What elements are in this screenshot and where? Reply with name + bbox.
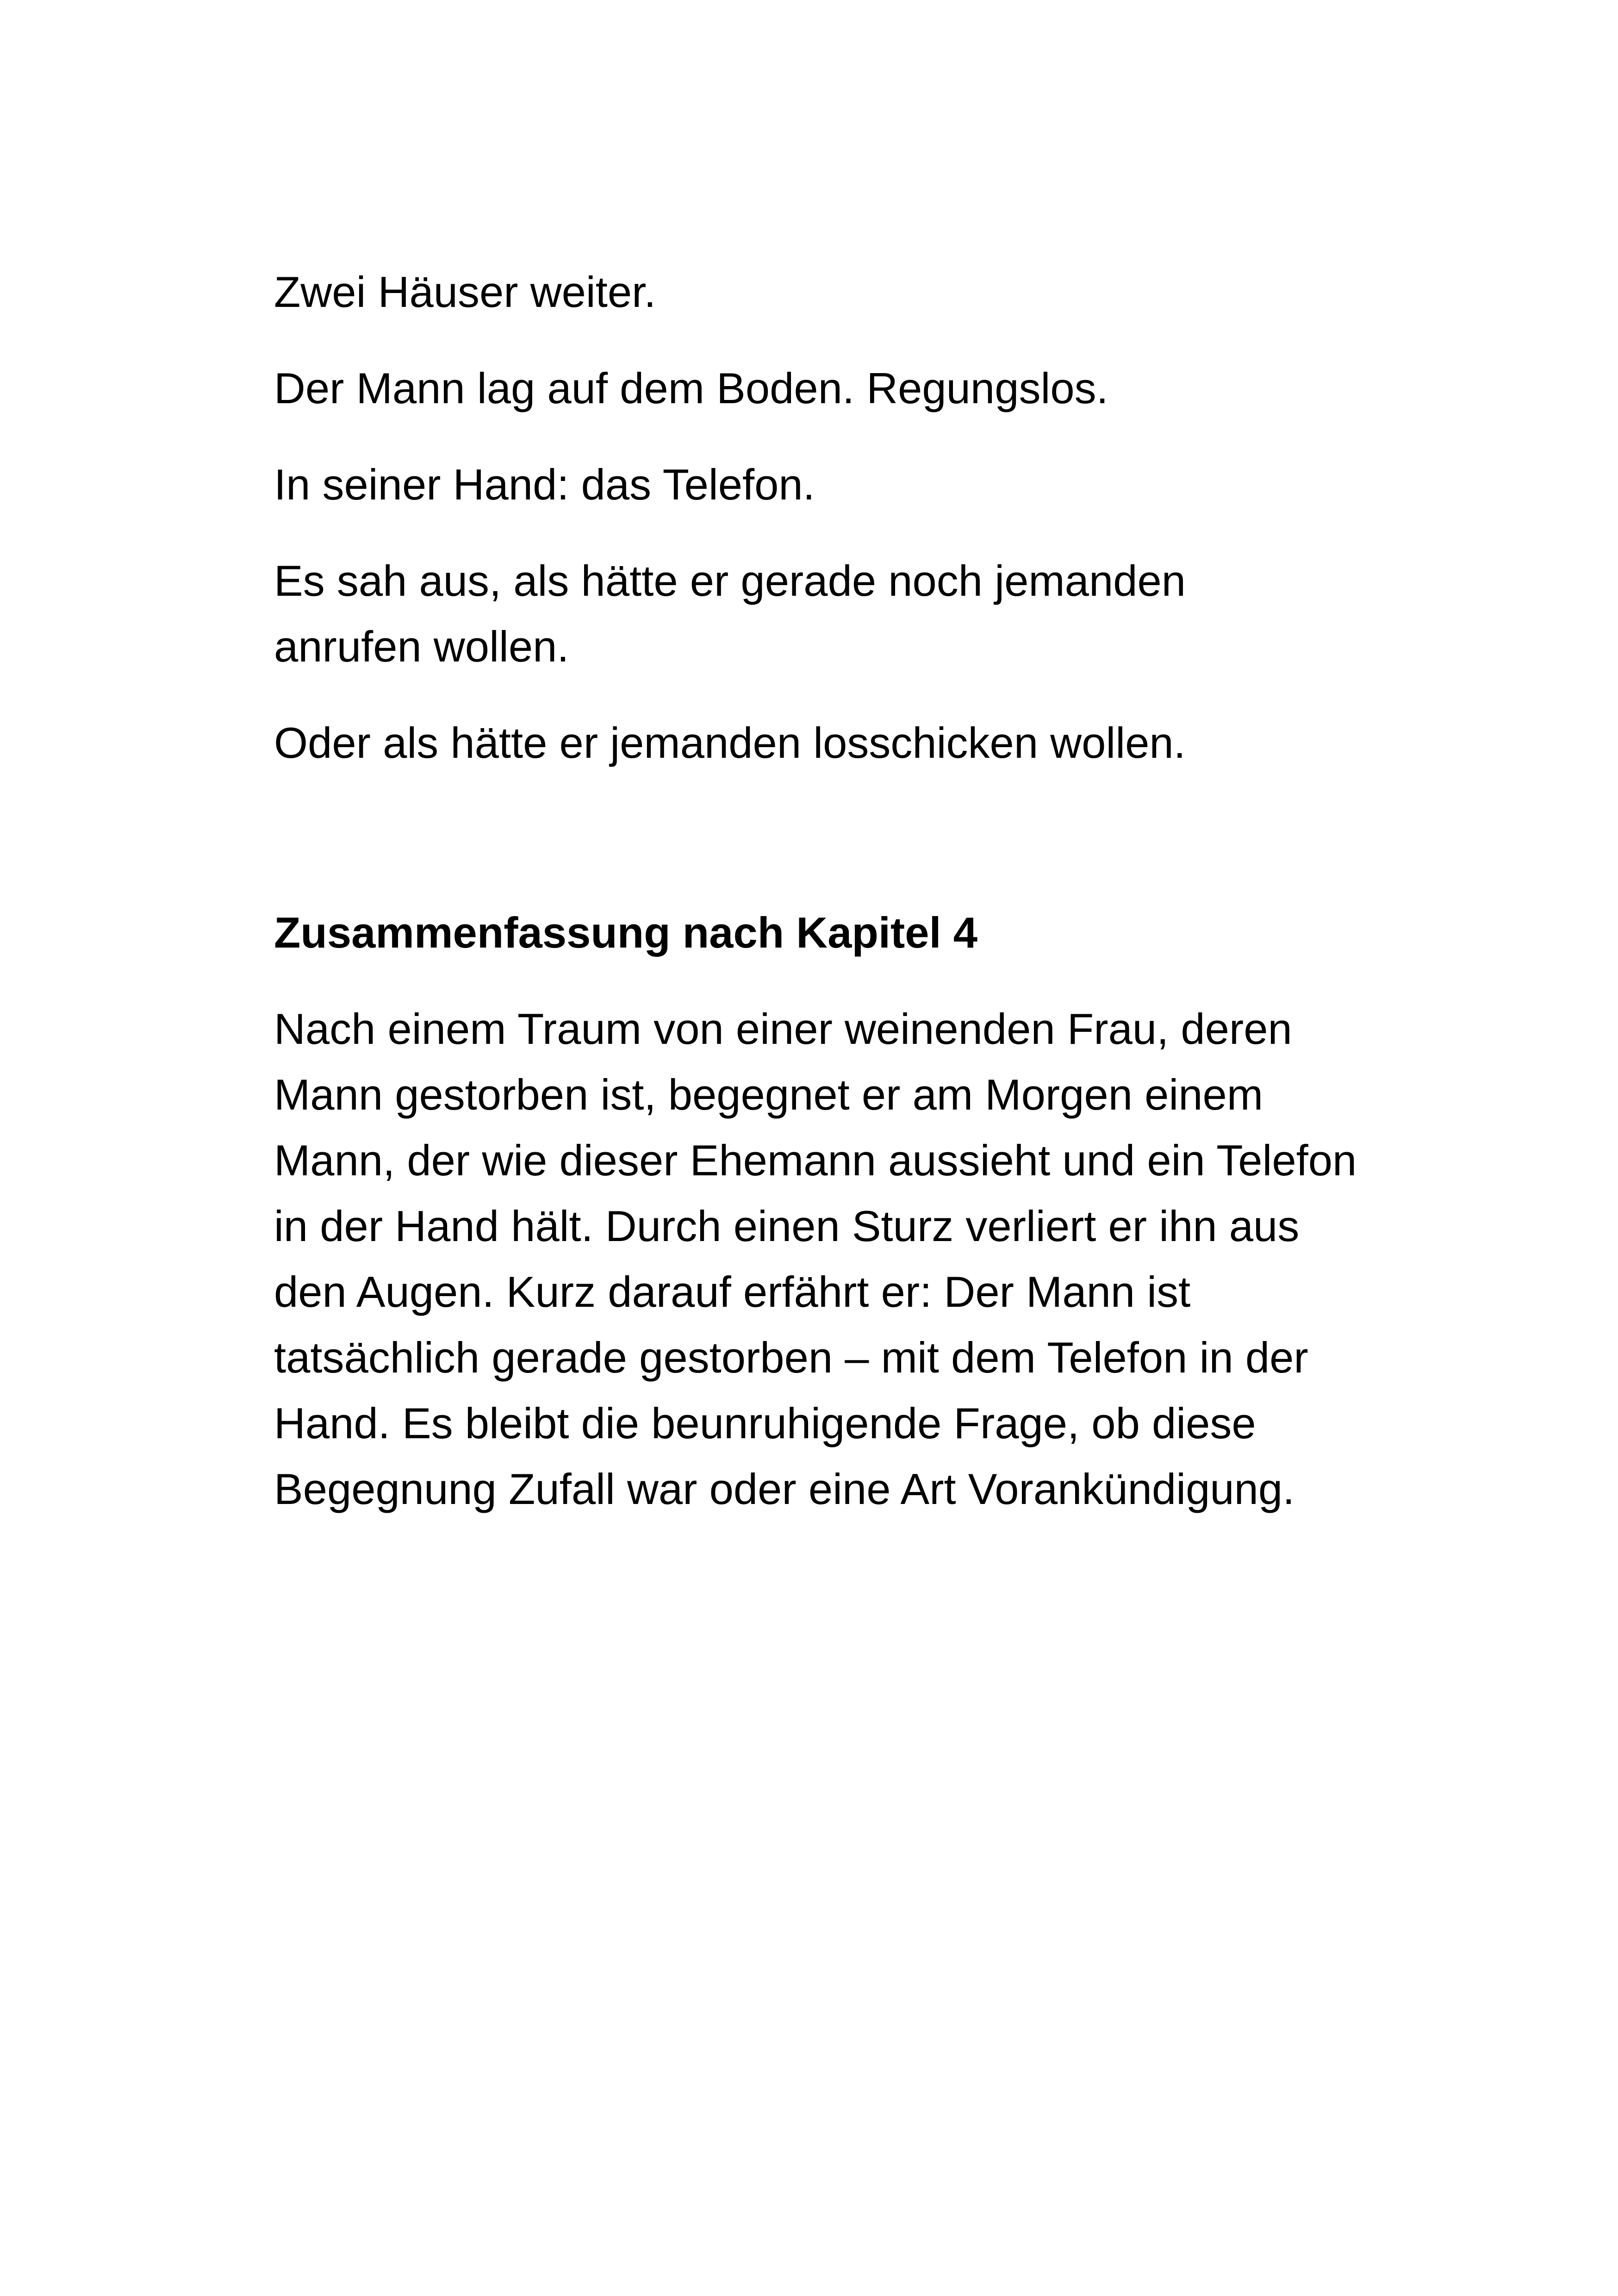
story-paragraph: Der Mann lag auf dem Boden. Regungslos. — [274, 364, 1108, 412]
story-paragraph: Es sah aus, als hätte er gerade noch jemanden anrufen wollen. — [274, 556, 1186, 671]
summary-heading: Zusammenfassung nach Kapitel 4 — [274, 908, 978, 957]
summary-text: Nach einem Traum von einer weinenden Frau, deren Mann gestorben ist, begegnet er am Morgen einem Mann, der wie dieser Ehemann aussieht und ein Telefon in der Hand hält. Durch einen Sturz verliert er ihn aus den Augen. Kurz darauf erfährt er: Der Mann ist tatsächlich gerade gestorben – mit dem Telefon in der Hand. Es bleibt die beunruhigende Frage, ob diese Begegnung Zufall war oder eine Art Vorankündigung. — [274, 1004, 1357, 1513]
story-paragraph: Oder als hätte er jemanden losschicken wollen. — [274, 718, 1186, 767]
story-paragraph: In seiner Hand: das Telefon. — [274, 460, 815, 509]
story-paragraph: Zwei Häuser weiter. — [274, 268, 656, 316]
text-body — [274, 259, 1385, 1553]
